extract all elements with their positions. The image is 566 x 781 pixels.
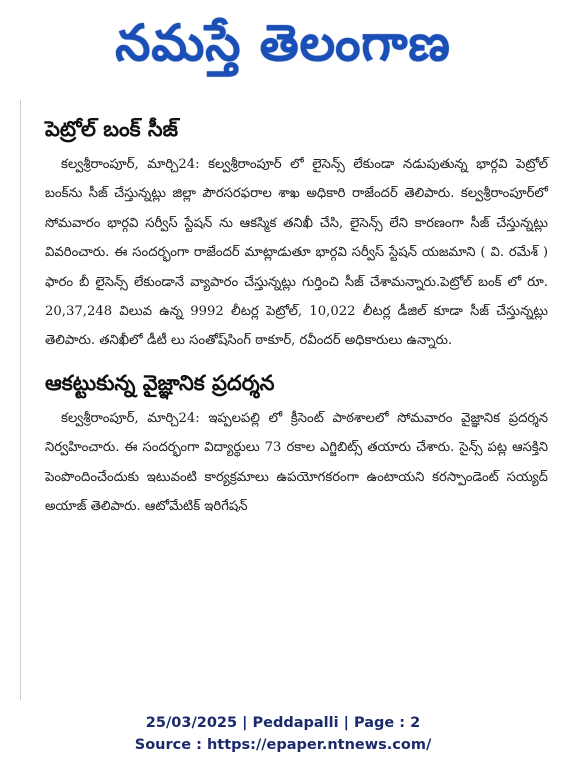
masthead — [0, 0, 566, 98]
article-science-exhibition — [21, 356, 566, 522]
article-body: కల్వశ్రీరాంపూర్, మార్చి24: ఇప్పలపల్లి లో క్రీసెంట్ పాఠశాలలో సోమవారం వైజ్ఞానిక ప్రదర్శన నిర్వహించారు. ఈ సందర్భంగా విద్యార్థులు 73 రకాల ఎగ్జిబిట్స్ తయారు చేశారు. సైన్స్ పట్ల ఆసక్తిని పెంపొందించేందుకు ఇటువంటి కార్యక్రమాలు ఉపయోగకరంగా ఉంటాయని కరస్పాండెంట్ సయ్యద్ అయాజ్ తెలిపారు. ఆటోమేటిక్ ఇరిగేషన్ — [45, 410, 548, 515]
article-petrol-bunk-seized — [21, 100, 566, 356]
source-link[interactable]: Source : https://epaper.ntnews.com/ — [134, 737, 432, 753]
article-headline: ఆకట్టుకున్న వైజ్ఞానిక ప్రదర్శన — [45, 370, 275, 395]
edition-info: 25/03/2025 | Peddapalli | Page : 2 — [145, 715, 421, 731]
news-clipping — [20, 100, 566, 700]
article-body: కల్వశ్రీరాంపూర్, మార్చి24: కల్వశ్రీరాంపూర్ లో లైసెన్స్ లేకుండా నడుపుతున్న భార్గవి పెట్రోల్ బంక్‌ను సీజ్ చేస్తున్నట్లు జిల్లా పౌరసరఫరాల శాఖ అధికారి రాజేందర్ తెలిపారు. కల్వశ్రీరాంపూర్‌లో సోమవారం భార్గవి సర్వీస్ స్టేషన్ ను ఆకస్మిక తనిఖీ చేసి, లైసెన్స్ లేని కారణంగా సీజ్ చేస్తున్నట్లు వివరించారు. ఈ సందర్భంగా రాజేందర్ మాట్లాడుతూ భార్గవి సర్వీస్ స్టేషన్ యజమాని ( వి. రమేశ్ ) ఫారం బీ లైసెన్స్ లేకుండానే వ్యాపారం చేస్తున్నట్లు గుర్తించి సీజ్ చేశామన్నారు.పెట్రోల్ బంక్ లో రూ. 20,37,248 విలువ ఉన్న 9992 లీటర్ల పెట్రోల్, 10,022 లీటర్ల డీజిల్ కూడా సీజ్ చేస్తున్నట్లు తెలిపారు. తనిఖీలో డీటీ లు సంతోష్‌సింగ్ ఠాకూర్, రవీందర్ అధికారులు ఉన్నారు. — [45, 157, 548, 349]
newspaper-logo: నమస్తే తెలంగాణ — [115, 13, 451, 72]
page-footer — [0, 712, 566, 756]
article-headline: పెట్రోల్ బంక్ సీజ్ — [45, 117, 178, 141]
